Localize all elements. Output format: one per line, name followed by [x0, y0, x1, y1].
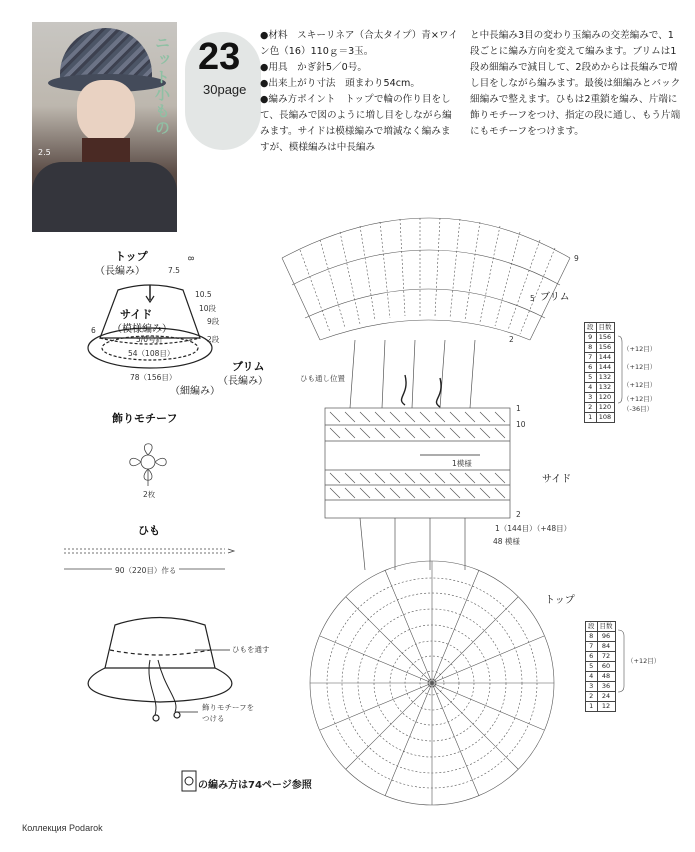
- brim-note: （+12目）: [623, 381, 657, 389]
- dim-side: 10.5: [195, 290, 212, 299]
- dim-side-rows: 10段: [199, 304, 217, 313]
- table-row: [586, 692, 616, 702]
- table-cell: 12: [597, 702, 615, 712]
- note-attach-motif: 飾りモチーフを つける: [202, 703, 255, 723]
- table-cell: 120: [596, 403, 614, 413]
- section-title: ニット小もの: [153, 35, 171, 137]
- materials-line: ●材料 スキーリネア（合太タイプ）青×ワイン色（16）110ｇ＝3玉。: [260, 30, 458, 57]
- table-cell: 6: [585, 363, 597, 373]
- table-cell: 3: [586, 682, 598, 692]
- table-cell: 5: [586, 662, 598, 672]
- brim-chart: [282, 218, 570, 340]
- table-row: [586, 632, 616, 642]
- table-cell: 8: [586, 632, 598, 642]
- side-chart: [325, 340, 510, 570]
- brim-note: （+12目）: [623, 345, 657, 353]
- table-row: [586, 652, 616, 662]
- dim-side-left: 6: [91, 326, 96, 335]
- table-cell: 144: [596, 353, 614, 363]
- top-note: （+12目）: [627, 657, 661, 665]
- size-line: ●出来上がり寸法 頭まわり54cm。: [260, 78, 420, 89]
- table-cell: 96: [597, 632, 615, 642]
- brim-stitch-table: [584, 322, 615, 423]
- table-cell: 4: [585, 383, 597, 393]
- table-row: [585, 333, 615, 343]
- table-cell: 144: [596, 363, 614, 373]
- table-cell: 84: [597, 642, 615, 652]
- table-header: 段: [585, 323, 597, 333]
- table-cell: 2: [586, 692, 598, 702]
- cord-length: 90（220目）作る: [112, 565, 179, 576]
- table-row: [586, 662, 616, 672]
- side-stitches-label: 1（144目）（+48目）: [495, 524, 572, 533]
- table-cell: 7: [585, 353, 597, 363]
- table-cell: 60: [597, 662, 615, 672]
- points-line: ●編み方ポイント トップで輪の作り目をして、長編みで図のように増し目をしながら編みます。サイドは模様編みで増減なく編みますが、模様編みは中長編み: [260, 94, 452, 153]
- table-cell: 132: [596, 373, 614, 383]
- hook-size: 5/0号針: [136, 335, 164, 344]
- table-cell: 1: [585, 413, 597, 423]
- table-cell: 2: [585, 403, 597, 413]
- reference-note: の編み方は74ページ参照: [198, 780, 312, 791]
- dim-top-rows: 8: [186, 256, 195, 261]
- table-row: [586, 682, 616, 692]
- table-cell: 48: [597, 672, 615, 682]
- brim-row-9: 9: [574, 254, 579, 263]
- side-repeats-label: 48 模様: [493, 537, 520, 546]
- table-cell: 36: [597, 682, 615, 692]
- chart-top-label: トップ: [545, 595, 575, 606]
- cord-position-label: ひも通し位置: [300, 374, 345, 383]
- photo-tag: 2.5: [38, 148, 51, 157]
- table-cell: 5: [585, 373, 597, 383]
- table-row: [585, 403, 615, 413]
- circumference-54: 54（108目）: [128, 349, 175, 358]
- brim-note: （-36目）: [623, 405, 654, 413]
- table-row: [585, 343, 615, 353]
- table-cell: 120: [596, 393, 614, 403]
- table-row: [585, 413, 615, 423]
- table-row: [585, 373, 615, 383]
- table-cell: 4: [586, 672, 598, 682]
- top-label: トップ: [115, 250, 148, 263]
- top-chart: [310, 561, 554, 805]
- side-repeat-label: 1模様: [452, 459, 472, 468]
- table-cell: 8: [585, 343, 597, 353]
- reference-icon: [182, 771, 196, 791]
- side-row-10: 10: [516, 420, 526, 429]
- brim-row-2: 2: [509, 335, 514, 344]
- table-row: [586, 672, 616, 682]
- table-cell: 132: [596, 383, 614, 393]
- table-cell: 72: [597, 652, 615, 662]
- table-cell: 108: [596, 413, 614, 423]
- pattern-number: 23: [198, 36, 241, 78]
- dim-brim-2: 2段: [207, 335, 220, 344]
- table-cell: 156: [596, 343, 614, 353]
- brim-label: ブリム: [232, 360, 265, 373]
- table-cell: 1: [586, 702, 598, 712]
- table-header: 目数: [596, 323, 614, 333]
- table-header: 目数: [597, 622, 615, 632]
- brim-row-5: 5: [530, 294, 535, 303]
- table-cell: 7: [586, 642, 598, 652]
- motif-count: 2枚: [143, 490, 156, 499]
- credit-text: Коллекция Podarok: [22, 823, 103, 833]
- cord-title: ひも: [138, 524, 160, 537]
- table-row: [585, 383, 615, 393]
- top-stitch-label: （長編み）: [95, 266, 145, 277]
- page-reference: 30page: [203, 82, 247, 97]
- table-row: [586, 642, 616, 652]
- instructions-paragraph: と中長編み3目の変わり玉編みの交差編みで、1段ごとに編み方向を変えて編みます。ブリムは1段め細編みで減目して、2段めからは長編みで増し目をしながら編みます。最後は細編みとバック細編みで整えます。ひもは2重鎖を編み、片端に飾りモチーフをつけ、指定の段に通し、もう片端にもモチーフをつけます。: [470, 30, 681, 137]
- table-header: 段: [586, 622, 598, 632]
- table-header-row: [586, 622, 616, 632]
- table-cell: 6: [586, 652, 598, 662]
- top-stitch-table: [585, 621, 616, 712]
- brim-stitch-label-2: （細編み）: [170, 386, 220, 397]
- tools-line: ●用具 かぎ針5／0号。: [260, 62, 367, 73]
- table-cell: 9: [585, 333, 597, 343]
- circumference-78: 78（156目）: [130, 373, 177, 382]
- side-row-2: 2: [516, 510, 521, 519]
- motif-title: 飾りモチーフ: [112, 412, 178, 425]
- table-cell: 3: [585, 393, 597, 403]
- dim-top: 7.5: [168, 266, 180, 275]
- motif-diagram: [130, 444, 167, 486]
- table-cell: 24: [597, 692, 615, 702]
- table-header-row: [585, 323, 615, 333]
- table-cell: 156: [596, 333, 614, 343]
- table-row: [585, 353, 615, 363]
- brim-note: （+12目）: [623, 395, 657, 403]
- brim-stitch-label: （長編み）: [218, 376, 268, 387]
- dim-brim-rows: 9段: [207, 317, 220, 326]
- chart-side-label: サイド: [542, 474, 572, 485]
- side-label: サイド: [120, 308, 153, 321]
- side-row-1-top: 1: [516, 404, 521, 413]
- table-row: [585, 393, 615, 403]
- table-row: [586, 702, 616, 712]
- chart-brim-label: ブリム: [540, 292, 570, 303]
- side-stitch-label: （模様編み）: [112, 324, 172, 335]
- brim-note: （+12目）: [623, 363, 657, 371]
- table-row: [585, 363, 615, 373]
- note-thread-cord: ひもを通す: [232, 645, 270, 654]
